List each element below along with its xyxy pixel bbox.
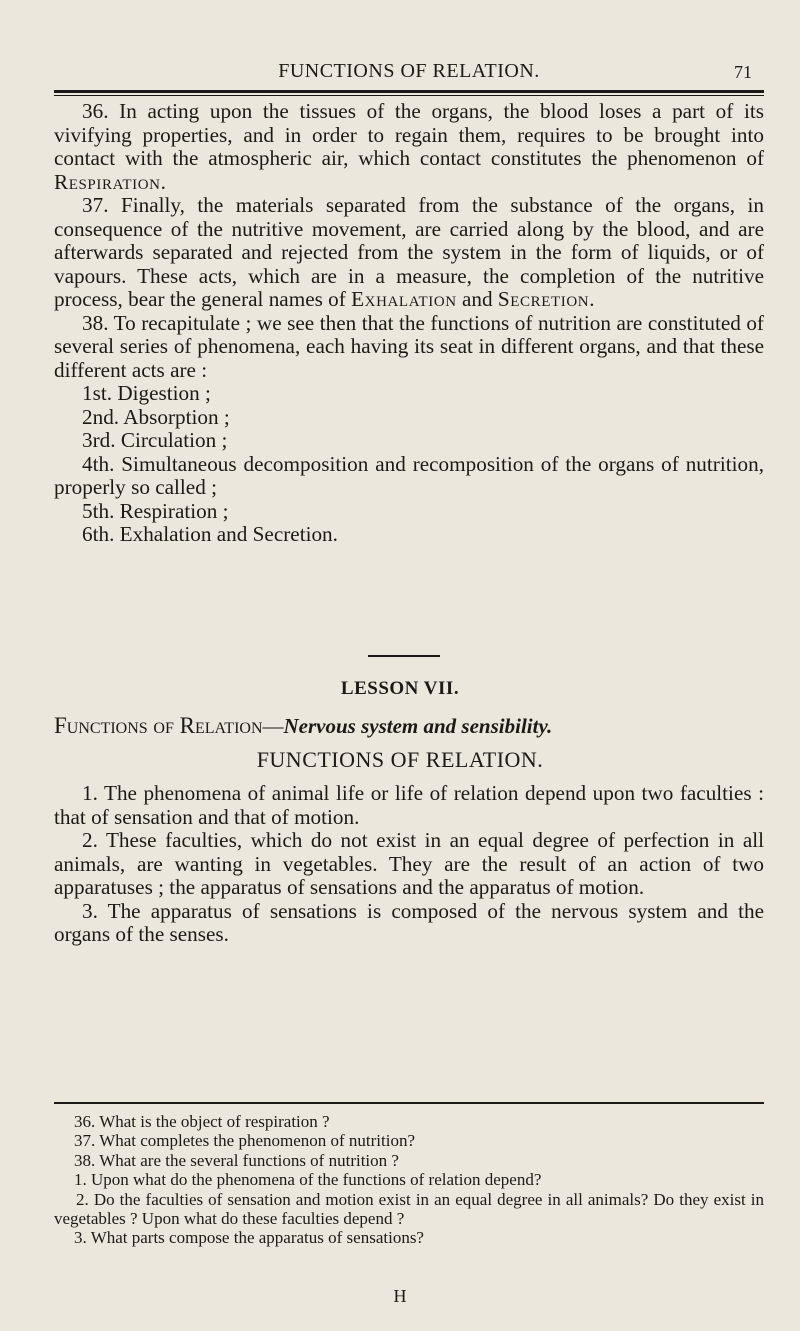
question: 1. Upon what do the phenomena of the functions of relation depend? [74,1170,542,1190]
recap-item: 4th. Simultaneous decomposition and recomposition of the organs of nutrition, properly so called ; [54,451,764,499]
heading-dash: — [262,714,284,738]
paragraph-38: 38. To recapitulate ; we see then that the functions of nutrition are constituted of several series of phenomena, each having its seat in different organs, and that these different acts are : [54,310,764,382]
relation-text [54,782,764,947]
questions-rule [54,1102,764,1104]
paragraph-36: 36. In acting upon the tissues of the organs, the blood loses a part of its vivifying properties, and in order to regain them, requires to be brought into contact with the atmospheric air, which contact constitutes the phenomenon of Respiration. [54,99,764,194]
term-exhalation: Exhalation [351,287,457,311]
relation-paragraph: 1. The phenomena of animal life or life of relation depend upon two faculties : that of sensation and that of motion. [54,781,764,829]
relation-paragraph: 2. These faculties, which do not exist in an equal degree of perfection in all animals, are wanting in vegetables. They are the result of an action of two apparatuses ; the apparatus of sensations and the apparatus of motion. [54,828,764,899]
questions-block [54,1112,764,1248]
recap-item: 6th. Exhalation and Secretion. [82,522,338,546]
header-rule-thin [54,95,764,96]
signature-mark: H [393,1286,407,1306]
recap-item: 2nd. Absorption ; [82,404,230,429]
recap-item: 3rd. Circulation ; [82,428,228,452]
paragraph-37: 37. Finally, the materials separated from the substance of the organs, in consequence of the nutritive movement, are carried along by the blood, and are afterwards separated and rejected from the system in the form of liquids, or of vapours. These acts, which are in a measure, the completion of the nutritive process, bear the general names of Exhalation and Secretion. [54,193,764,311]
running-head: FUNCTIONS OF RELATION. [278,60,540,82]
section-title: FUNCTIONS OF RELATION. [256,747,544,772]
page-header [54,60,764,90]
page-number: 71 [734,62,752,82]
question: 2. Do the faculties of sensation and motion exist in an equal degree in all animals? Do they exist in vegetables ? Upon what do these faculties depend ? [54,1189,764,1229]
question: 38. What are the several functions of nutrition ? [74,1150,399,1170]
question: 36. What is the object of respiration ? [74,1112,330,1131]
question: 3. What parts compose the apparatus of sensations? [74,1228,424,1248]
question: 37. What completes the phenomenon of nutrition? [74,1131,416,1151]
heading-prefix: Functions of Relation [54,713,263,738]
recap-item: 1st. Digestion ; [82,381,211,405]
heading-italic: Nervous system and sensibility. [283,714,553,738]
main-text [54,100,764,547]
header-rule [54,90,764,93]
lesson-heading [54,713,764,739]
recap-item: 5th. Respiration ; [82,498,229,523]
lesson-title: LESSON VII. [340,678,460,699]
term-respiration: Respiration. [54,169,167,194]
section-divider [368,655,440,657]
term-secretion: Secretion. [497,287,596,311]
relation-paragraph: 3. The apparatus of sensations is composed of the nervous system and the organs of the senses. [54,898,764,946]
